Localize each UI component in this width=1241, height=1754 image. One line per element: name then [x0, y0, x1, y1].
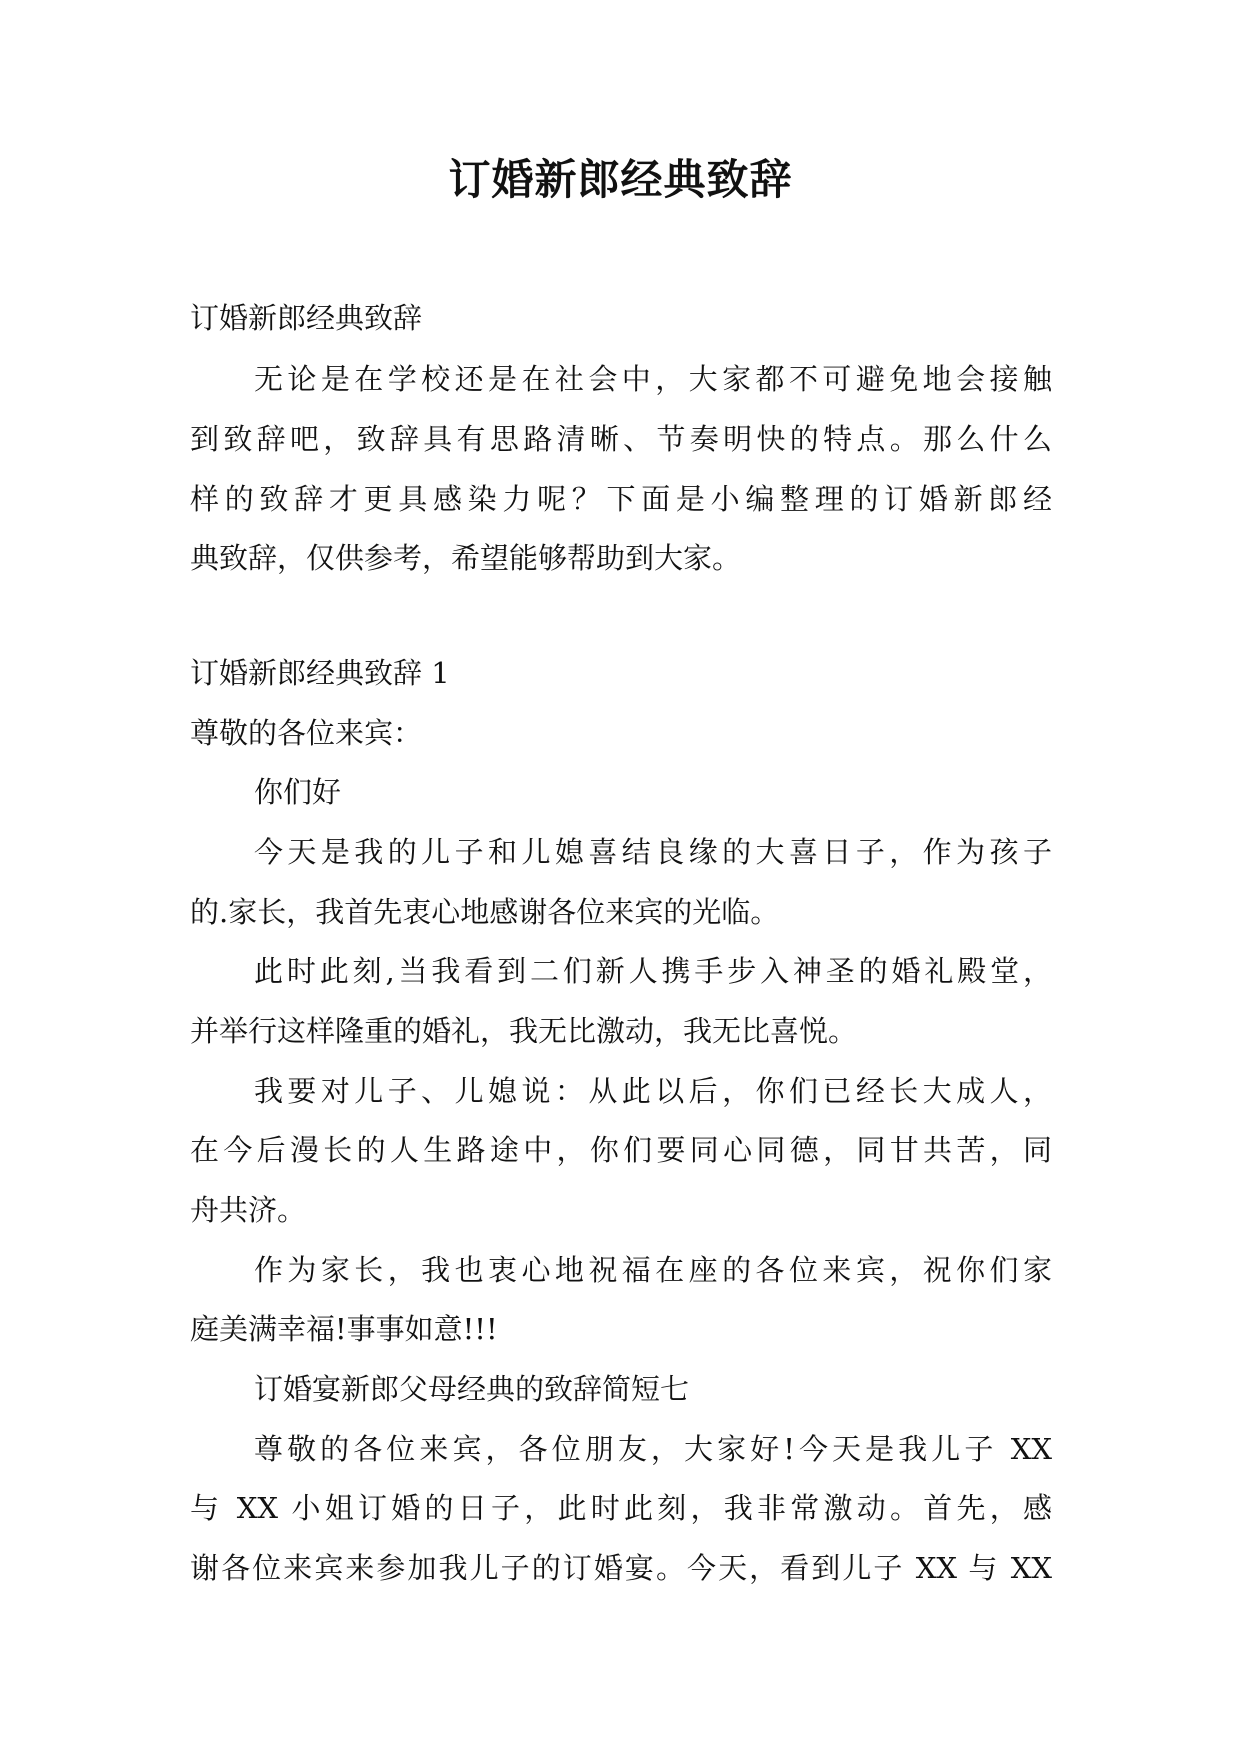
para-5-line-1: 尊敬的各位来宾，各位朋友，大家好!今天是我儿子 XX — [254, 1432, 1052, 1466]
para-3-line-2: 在今后漫长的人生路途中，你们要同心同德，同甘共苦，同 — [190, 1133, 1052, 1167]
document-title: 订婚新郎经典致辞 — [448, 155, 793, 204]
salutation: 尊敬的各位来宾： — [190, 716, 423, 750]
para-2-line-2: 并举行这样隆重的婚礼，我无比激动，我无比喜悦。 — [190, 1014, 858, 1048]
para-2-line-1: 此时此刻,当我看到二们新人携手步入神圣的婚礼殿堂， — [254, 954, 1052, 988]
para-5-line-3: 谢各位来宾来参加我儿子的订婚宴。今天，看到儿子 XX 与 XX — [190, 1551, 1052, 1585]
para-1-line-2: 的.家长，我首先衷心地感谢各位来宾的光临。 — [190, 895, 780, 929]
intro-line-3: 样的致辞才更具感染力呢？下面是小编整理的订婚新郎经 — [190, 482, 1052, 516]
para-4-line-1: 作为家长，我也衷心地祝福在座的各位来宾，祝你们家 — [254, 1253, 1052, 1287]
para-4-line-2: 庭美满幸福!事事如意!!! — [190, 1312, 498, 1346]
section-heading-2: 订婚宴新郎父母经典的致辞简短七 — [254, 1372, 690, 1406]
para-3-line-1: 我要对儿子、儿媳说：从此以后，你们已经长大成人， — [254, 1074, 1052, 1108]
body-subtitle: 订婚新郎经典致辞 — [190, 301, 423, 335]
para-3-line-3: 舟共济。 — [190, 1193, 307, 1227]
intro-line-1: 无论是在学校还是在社会中，大家都不可避免地会接触 — [254, 362, 1052, 396]
para-1-line-1: 今天是我的儿子和儿媳喜结良缘的大喜日子，作为孩子 — [254, 835, 1052, 869]
intro-line-2: 到致辞吧，致辞具有思路清晰、节奏明快的特点。那么什么 — [190, 422, 1052, 456]
greeting: 你们好 — [254, 775, 342, 809]
section-heading-1: 订婚新郎经典致辞 1 — [190, 656, 450, 690]
intro-line-4: 典致辞，仅供参考，希望能够帮助到大家。 — [190, 541, 742, 575]
para-5-line-2: 与 XX 小姐订婚的日子，此时此刻，我非常激动。首先，感 — [190, 1491, 1052, 1525]
